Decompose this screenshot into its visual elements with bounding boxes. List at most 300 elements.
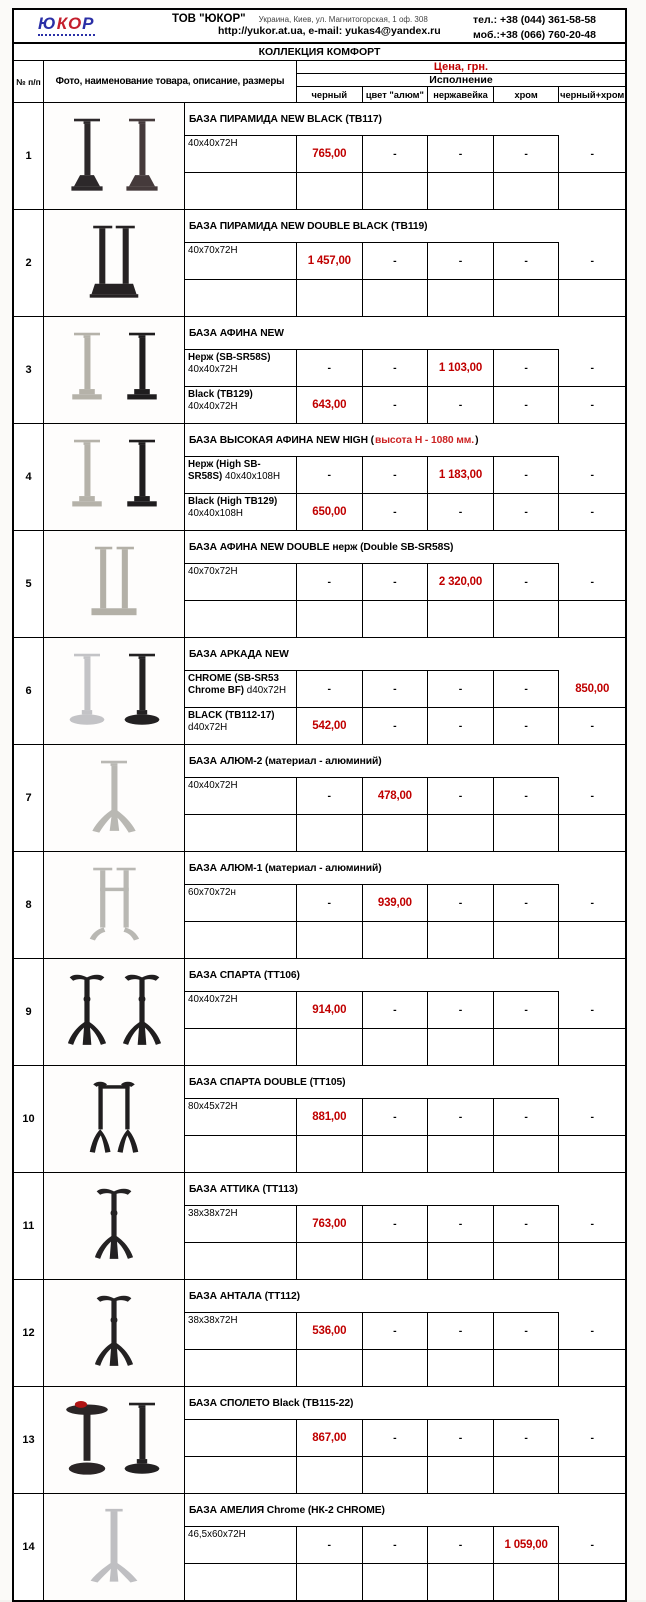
variant-size: 38x38x72Н [188,1315,238,1326]
price-cell-black: - [297,1527,363,1564]
price-cell-alum: - [363,494,429,530]
price-cell-chrome: - [494,671,560,708]
variant-label: BLACK (ТВ112-17) [188,710,275,721]
product-photo [44,959,185,1065]
price-cell-black: 867,00 [297,1420,363,1457]
table-base-icon [61,325,113,415]
product-title [185,959,559,992]
price-cell-alum: - [363,1527,429,1564]
price-cell-alum [363,1457,429,1493]
variant-size: 40x40x108Н [188,508,244,520]
row-number: 7 [14,745,44,851]
variant-size: 38x38x72Н [188,1208,238,1219]
variant-label: Нерж (High SB-SR58S) [188,459,261,483]
price-cell-chrome: 1 059,00 [494,1527,560,1564]
price-cell-black-chrome [559,922,625,958]
row-number: 13 [14,1387,44,1493]
variant-desc [185,387,297,423]
product-photo [44,1280,185,1386]
product-row [14,1173,625,1280]
product-row [14,424,625,531]
price-cell-black [297,1243,363,1279]
price-cell-stainless: 1 103,00 [428,350,494,387]
company-address: Украина, Киев, ул. Магнитогорская, 1 оф. 308 [258,15,428,24]
price-cell-stainless: - [428,387,494,423]
product-title-text: БАЗА СПАРТА DOUBLE (ТТ105) [189,1076,346,1088]
product-row [14,1280,625,1387]
price-cell-chrome [494,1029,560,1065]
price-cell-black-chrome [559,1564,625,1600]
price-cell-chrome: - [494,1206,560,1243]
price-cell-black: 536,00 [297,1313,363,1350]
variant-label: Нерж (SB-SR58S) [188,352,271,363]
price-cell-alum: - [363,350,429,387]
price-cell-black-chrome: - [559,778,625,815]
price-cell-black-chrome: - [559,1420,625,1457]
row-number: 6 [14,638,44,744]
product-photo [44,638,185,744]
variant-size: 40x40x72Н [188,401,238,413]
price-cell-black [297,280,363,316]
price-cell-chrome: - [494,494,560,530]
variant-desc [185,243,297,280]
table-header [14,61,625,103]
product-title-text: БАЗА СПОЛЕТО Black (ТВ115-22) [189,1397,354,1409]
price-cell-stainless [428,1029,494,1065]
mobile-number: моб.:+38 (066) 760-20-48 [473,29,596,42]
product-row [14,317,625,424]
price-cell-alum [363,173,429,209]
table-base-icon [116,325,168,415]
product-title [185,1280,559,1313]
price-cell-black-chrome: - [559,564,625,601]
table-base-icon [116,1395,168,1485]
price-cell-chrome [494,1136,560,1172]
variant-desc [185,601,297,637]
table-base-icon [88,1502,140,1592]
collection-title: КОЛЛЕКЦИЯ КОМФОРТ [14,44,625,61]
price-cell-alum [363,601,429,637]
product-row [14,1494,625,1600]
price-cell-chrome: - [494,778,560,815]
price-cell-black: - [297,778,363,815]
variant-desc [185,1029,297,1065]
price-cell-black: - [297,885,363,922]
price-cell-alum [363,1564,429,1600]
rows-container [14,103,625,1600]
product-title [185,531,559,564]
price-cell-black: - [297,457,363,494]
price-cell-black-chrome: - [590,506,594,518]
price-cell-black [297,1136,363,1172]
price-cell-stainless: - [428,992,494,1029]
price-cell-alum: - [363,1206,429,1243]
price-cell-black [297,922,363,958]
product-photo [44,1066,185,1172]
price-cell-stainless [428,1457,494,1493]
variant-desc [185,922,297,958]
price-cell-chrome: - [494,708,560,744]
price-cell-black-chrome [559,1029,625,1065]
price-cell-black-chrome: - [590,720,594,732]
product-title [185,745,559,778]
row-number: 11 [14,1173,44,1279]
price-cell-alum: - [363,136,429,173]
title-red-note: высота Н - 1080 мм. [375,434,475,446]
price-cell-stainless: - [428,494,494,530]
price-cell-stainless [428,1243,494,1279]
price-cell-stainless [428,815,494,851]
variant-desc [185,1350,297,1386]
variant-desc [185,992,297,1029]
price-cell-chrome: - [494,387,560,423]
product-photo [44,424,185,530]
price-cell-alum [363,280,429,316]
price-cell-chrome [494,815,560,851]
price-header: Цена, грн. [297,61,625,74]
price-cell-alum [363,815,429,851]
product-row [14,1387,625,1494]
product-row [14,852,625,959]
product-title-text: БАЗА ПИРАМИДА NEW DOUBLE BLACK (ТВ119) [189,220,428,232]
header-center [172,10,473,42]
company-logo [14,10,172,42]
product-title-text: БАЗА АФИНА NEW [189,327,284,339]
product-title-text: БАЗА АФИНА NEW DOUBLE нерж (Double SB-SR58S) [189,541,454,553]
price-cell-stainless: 1 183,00 [428,457,494,494]
variant-desc [185,1206,297,1243]
product-title [185,1066,559,1099]
price-cell-black-chrome: - [559,1206,625,1243]
product-title [185,1173,559,1206]
price-cell-stainless: - [428,671,494,708]
variant-desc [185,1457,297,1493]
execution-header: Исполнение [297,74,625,87]
price-cell-chrome [494,601,560,637]
price-col-header-stainless: нержавейка [428,87,494,102]
price-cell-chrome: - [494,1099,560,1136]
variant-label: CHROME (SB-SR53 Chrome BF) [188,673,279,697]
product-title-text: БАЗА ПИРАМИДА NEW BLACK (ТВ117) [189,113,382,125]
table-base-icon [88,539,140,629]
price-cell-chrome: - [494,885,560,922]
table-base-icon [88,860,140,950]
product-photo [44,1387,185,1493]
variant-desc [185,350,297,387]
price-cell-stainless [428,1136,494,1172]
product-title-text: БАЗА АЛЮМ-1 (материал - алюминий) [189,862,382,874]
table-base-icon [88,753,140,843]
price-cell-stainless: - [428,1206,494,1243]
price-cell-stainless [428,280,494,316]
price-col-header-black-chrome: черный+хром [560,89,625,100]
price-cell-chrome [494,922,560,958]
price-cell-black [297,173,363,209]
price-cell-stainless: 2 320,00 [428,564,494,601]
variant-size: 40x40x72Н [188,364,238,376]
price-cell-alum [363,1029,429,1065]
variant-desc [185,280,297,316]
product-row [14,638,625,745]
variant-desc [185,815,297,851]
variant-label: Black (ТВ129) [188,389,253,400]
price-cell-black: 763,00 [297,1206,363,1243]
product-photo [44,745,185,851]
variant-size: 80x45x72Н [188,1101,238,1112]
price-cell-chrome: - [494,243,560,280]
price-cell-chrome [494,1457,560,1493]
variant-size: 40x40x72Н [188,780,238,791]
product-photo [44,1173,185,1279]
table-base-icon [61,111,113,201]
price-cell-black: 914,00 [297,992,363,1029]
logo-text: ЮКОР [38,15,95,36]
row-number: 9 [14,959,44,1065]
price-cell-black: 650,00 [297,494,363,530]
variant-size: 60x70x72н [188,887,236,898]
variant-desc [185,494,297,530]
price-list-frame [12,8,627,1602]
price-cell-chrome: - [494,1420,560,1457]
product-row [14,103,625,210]
table-base-icon [116,432,168,522]
price-cell-black: - [297,564,363,601]
product-photo [44,852,185,958]
product-title [185,638,559,671]
product-title-text: БАЗА АЛЮМ-2 (материал - алюминий) [189,755,382,767]
price-cell-chrome [494,1243,560,1279]
price-cell-chrome: - [494,350,560,387]
price-cell-black: 765,00 [297,136,363,173]
variant-desc [185,136,297,173]
variant-desc [185,885,297,922]
table-base-icon [88,1288,140,1378]
price-cell-black-chrome: - [559,1099,625,1136]
price-cell-alum [363,922,429,958]
col-header-desc: Фото, наименование товара, описание, размеры [44,61,297,102]
price-cell-stainless [428,1350,494,1386]
price-cell-black [297,1457,363,1493]
price-cell-alum: 939,00 [363,885,429,922]
price-cell-black-chrome: - [559,1313,625,1350]
price-cell-black: 881,00 [297,1099,363,1136]
variant-desc [185,173,297,209]
price-cell-alum [363,1350,429,1386]
price-cell-chrome [494,1564,560,1600]
price-cell-chrome [494,1350,560,1386]
variant-desc [185,1527,297,1564]
variant-size: 40x40x108Н [225,471,281,483]
product-photo [44,210,185,316]
product-title [185,1387,559,1420]
variant-desc [185,671,297,708]
price-cell-stainless [428,601,494,637]
price-cell-alum: - [363,1099,429,1136]
price-cell-alum: - [363,1313,429,1350]
table-base-icon [116,646,168,736]
price-cell-black-chrome: - [559,243,625,280]
price-cell-stainless: - [428,1420,494,1457]
row-number: 4 [14,424,44,530]
product-title [185,103,559,136]
product-row [14,959,625,1066]
price-cell-stainless: - [428,708,494,744]
price-cell-black [297,1350,363,1386]
row-number: 12 [14,1280,44,1386]
product-title [185,852,559,885]
table-base-icon [88,1181,140,1271]
price-cell-black-chrome [559,1457,625,1493]
product-row [14,745,625,852]
price-cell-black [297,1029,363,1065]
price-cell-chrome: - [494,1313,560,1350]
price-cell-alum: - [363,564,429,601]
company-name: ТОВ "ЮКОР" [172,13,246,25]
variant-desc [185,1420,297,1457]
price-cell-black-chrome: - [559,350,625,387]
table-base-icon [61,432,113,522]
price-cell-black-chrome: - [590,399,594,411]
product-photo [44,1494,185,1600]
col-header-num: № п/п [14,61,44,102]
row-number: 1 [14,103,44,209]
product-photo [44,317,185,423]
variant-size: 40x40x72Н [188,138,238,149]
product-title-text: БАЗА АРКАДА NEW [189,648,289,660]
price-cell-alum [363,1136,429,1172]
price-cell-stainless: - [428,778,494,815]
variant-desc [185,457,297,494]
price-cell-stainless [428,922,494,958]
product-title [185,210,559,243]
variant-size: 40x70x72Н [188,245,238,256]
price-cell-black-chrome: - [559,457,625,494]
price-cell-black-chrome [559,173,625,209]
variant-desc [185,564,297,601]
variant-size: d40x72Н [246,685,287,697]
price-cell-black: 1 457,00 [297,243,363,280]
product-photo [44,103,185,209]
price-cell-chrome: - [494,136,560,173]
price-cell-black-chrome [559,1243,625,1279]
price-cell-black-chrome: 850,00 [559,671,625,708]
product-title-text: БАЗА АМЕЛИЯ Chrome (НК-2 CHROME) [189,1504,385,1516]
table-base-icon [61,967,113,1057]
price-cell-stainless: - [428,1099,494,1136]
price-cell-stainless: - [428,243,494,280]
price-cell-chrome [494,280,560,316]
price-cell-black-chrome [559,280,625,316]
product-title-text: БАЗА АТТИКА (ТТ113) [189,1183,298,1195]
table-base-icon [88,218,140,308]
price-cell-black: 542,00 [297,708,363,744]
variant-desc [185,1136,297,1172]
product-row [14,210,625,317]
product-title-text: БАЗА СПАРТА (ТТ106) [189,969,300,981]
price-cell-black-chrome [559,1350,625,1386]
product-title: БАЗА ВЫСОКАЯ АФИНА NEW HIGH ( высота Н - 1080 мм. ) [185,424,559,457]
table-base-icon [88,1074,140,1164]
price-cell-black-chrome: - [559,885,625,922]
row-number: 2 [14,210,44,316]
price-cell-stainless: - [428,1313,494,1350]
variant-desc [185,1564,297,1600]
variant-size: 46,5x60x72Н [188,1529,246,1540]
price-cell-black [297,601,363,637]
price-cell-alum: - [363,671,429,708]
product-title-text: БАЗА АНТАЛА (ТТ112) [189,1290,300,1302]
price-cell-black-chrome [559,1136,625,1172]
price-cell-black [297,815,363,851]
price-cell-alum: - [363,708,429,744]
variant-desc [185,1313,297,1350]
table-base-icon [116,111,168,201]
variant-label: Black (High ТВ129) [188,496,278,507]
variant-desc [185,1243,297,1279]
price-cell-black-chrome [559,815,625,851]
price-col-header-black: черный [297,87,363,102]
price-cell-chrome: - [494,457,560,494]
company-web-email: http://yukor.at.ua, e-mail: yukas4@yandex.ru [218,25,441,37]
table-base-icon [61,1395,113,1485]
price-cell-black: - [297,671,363,708]
price-col-header-chrome: хром [494,87,560,102]
variant-size: 40x40x72Н [188,994,238,1005]
header [14,10,625,44]
price-col-header-alum: цвет "алюм" [363,87,429,102]
price-cell-alum: - [363,1420,429,1457]
phone-number: тел.: +38 (044) 361-58-58 [473,14,597,26]
price-cell-black: 643,00 [297,387,363,423]
price-cell-black-chrome [559,601,625,637]
variant-desc [185,708,297,744]
variant-size: d40x72Н [188,722,228,734]
product-row [14,531,625,638]
product-photo [44,531,185,637]
price-cell-alum: - [363,243,429,280]
price-cell-alum: - [363,992,429,1029]
price-cell-stainless [428,1564,494,1600]
price-cell-chrome: - [494,564,560,601]
product-title [185,317,559,350]
table-base-icon [61,646,113,736]
table-base-icon [116,967,168,1057]
product-title-text: БАЗА ВЫСОКАЯ АФИНА NEW HIGH ( [189,434,374,446]
variant-desc [185,1099,297,1136]
price-cell-alum [363,1243,429,1279]
price-cell-black-chrome: - [559,1527,625,1564]
price-cell-stainless: - [428,1527,494,1564]
price-cell-chrome: - [494,992,560,1029]
price-cell-black-chrome: - [559,136,625,173]
variant-desc [185,778,297,815]
price-cell-black: - [297,350,363,387]
price-cell-alum: 478,00 [363,778,429,815]
price-cell-black-chrome: - [559,992,625,1029]
row-number: 14 [14,1494,44,1600]
variant-size: 40x70x72Н [188,566,238,577]
row-number: 10 [14,1066,44,1172]
product-row [14,1066,625,1173]
price-cell-alum: - [363,457,429,494]
header-contacts [473,10,625,42]
price-cell-stainless: - [428,136,494,173]
row-number: 8 [14,852,44,958]
row-number: 5 [14,531,44,637]
price-cell-black [297,1564,363,1600]
price-cell-alum: - [363,387,429,423]
price-cell-chrome [494,173,560,209]
